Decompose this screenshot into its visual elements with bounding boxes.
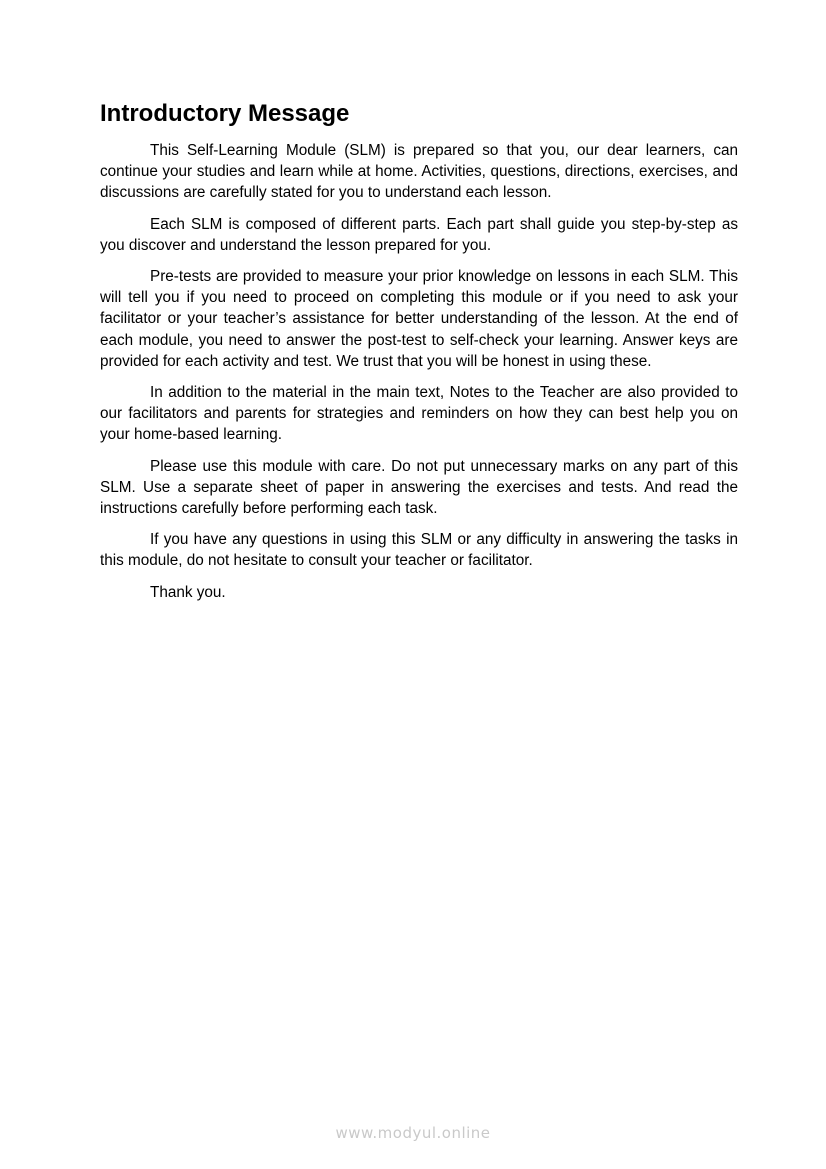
paragraph-parts: Each SLM is composed of different parts. Each part shall guide you step-by-step as you discover and understand the lesson prepared for you. [100,215,738,254]
paragraph-intro: This Self-Learning Module (SLM) is prepared so that you, our dear learners, can continue your studies and learn while at home. Activities, questions, directions, exercises, and discussions are carefully stated for you to understand each lesson. [100,142,738,202]
paragraph-questions: If you have any questions in using this SLM or any difficulty in answering the tasks in this module, do not hesitate to consult your teacher or facilitator. [100,531,738,570]
paragraph-thank-you: Thank you. [150,583,226,601]
page-title: Introductory Message [100,100,350,127]
watermark: www.modyul.online [335,1124,491,1142]
document-page [100,98,738,613]
paragraph-pretests: Pre-tests are provided to measure your prior knowledge on lessons in each SLM. This will tell you if you need to proceed on completing this module or if you need to ask your facilitator or your teacher’s assistance for better understanding of the lesson. At the end of each module, you need to answer the post-test to self-check your learning. Answer keys are provided for each activity and test. We trust that you will be honest in using these. [100,268,738,370]
paragraph-care: Please use this module with care. Do not put unnecessary marks on any part of this SLM. Use a separate sheet of paper in answering the exercises and tests. And read the instructions carefully before performing each task. [100,457,738,518]
paragraph-notes-to-teacher: In addition to the material in the main text, Notes to the Teacher are also provided to our facilitators and parents for strategies and reminders on how they can best help you on your home-based learning. [100,384,738,444]
